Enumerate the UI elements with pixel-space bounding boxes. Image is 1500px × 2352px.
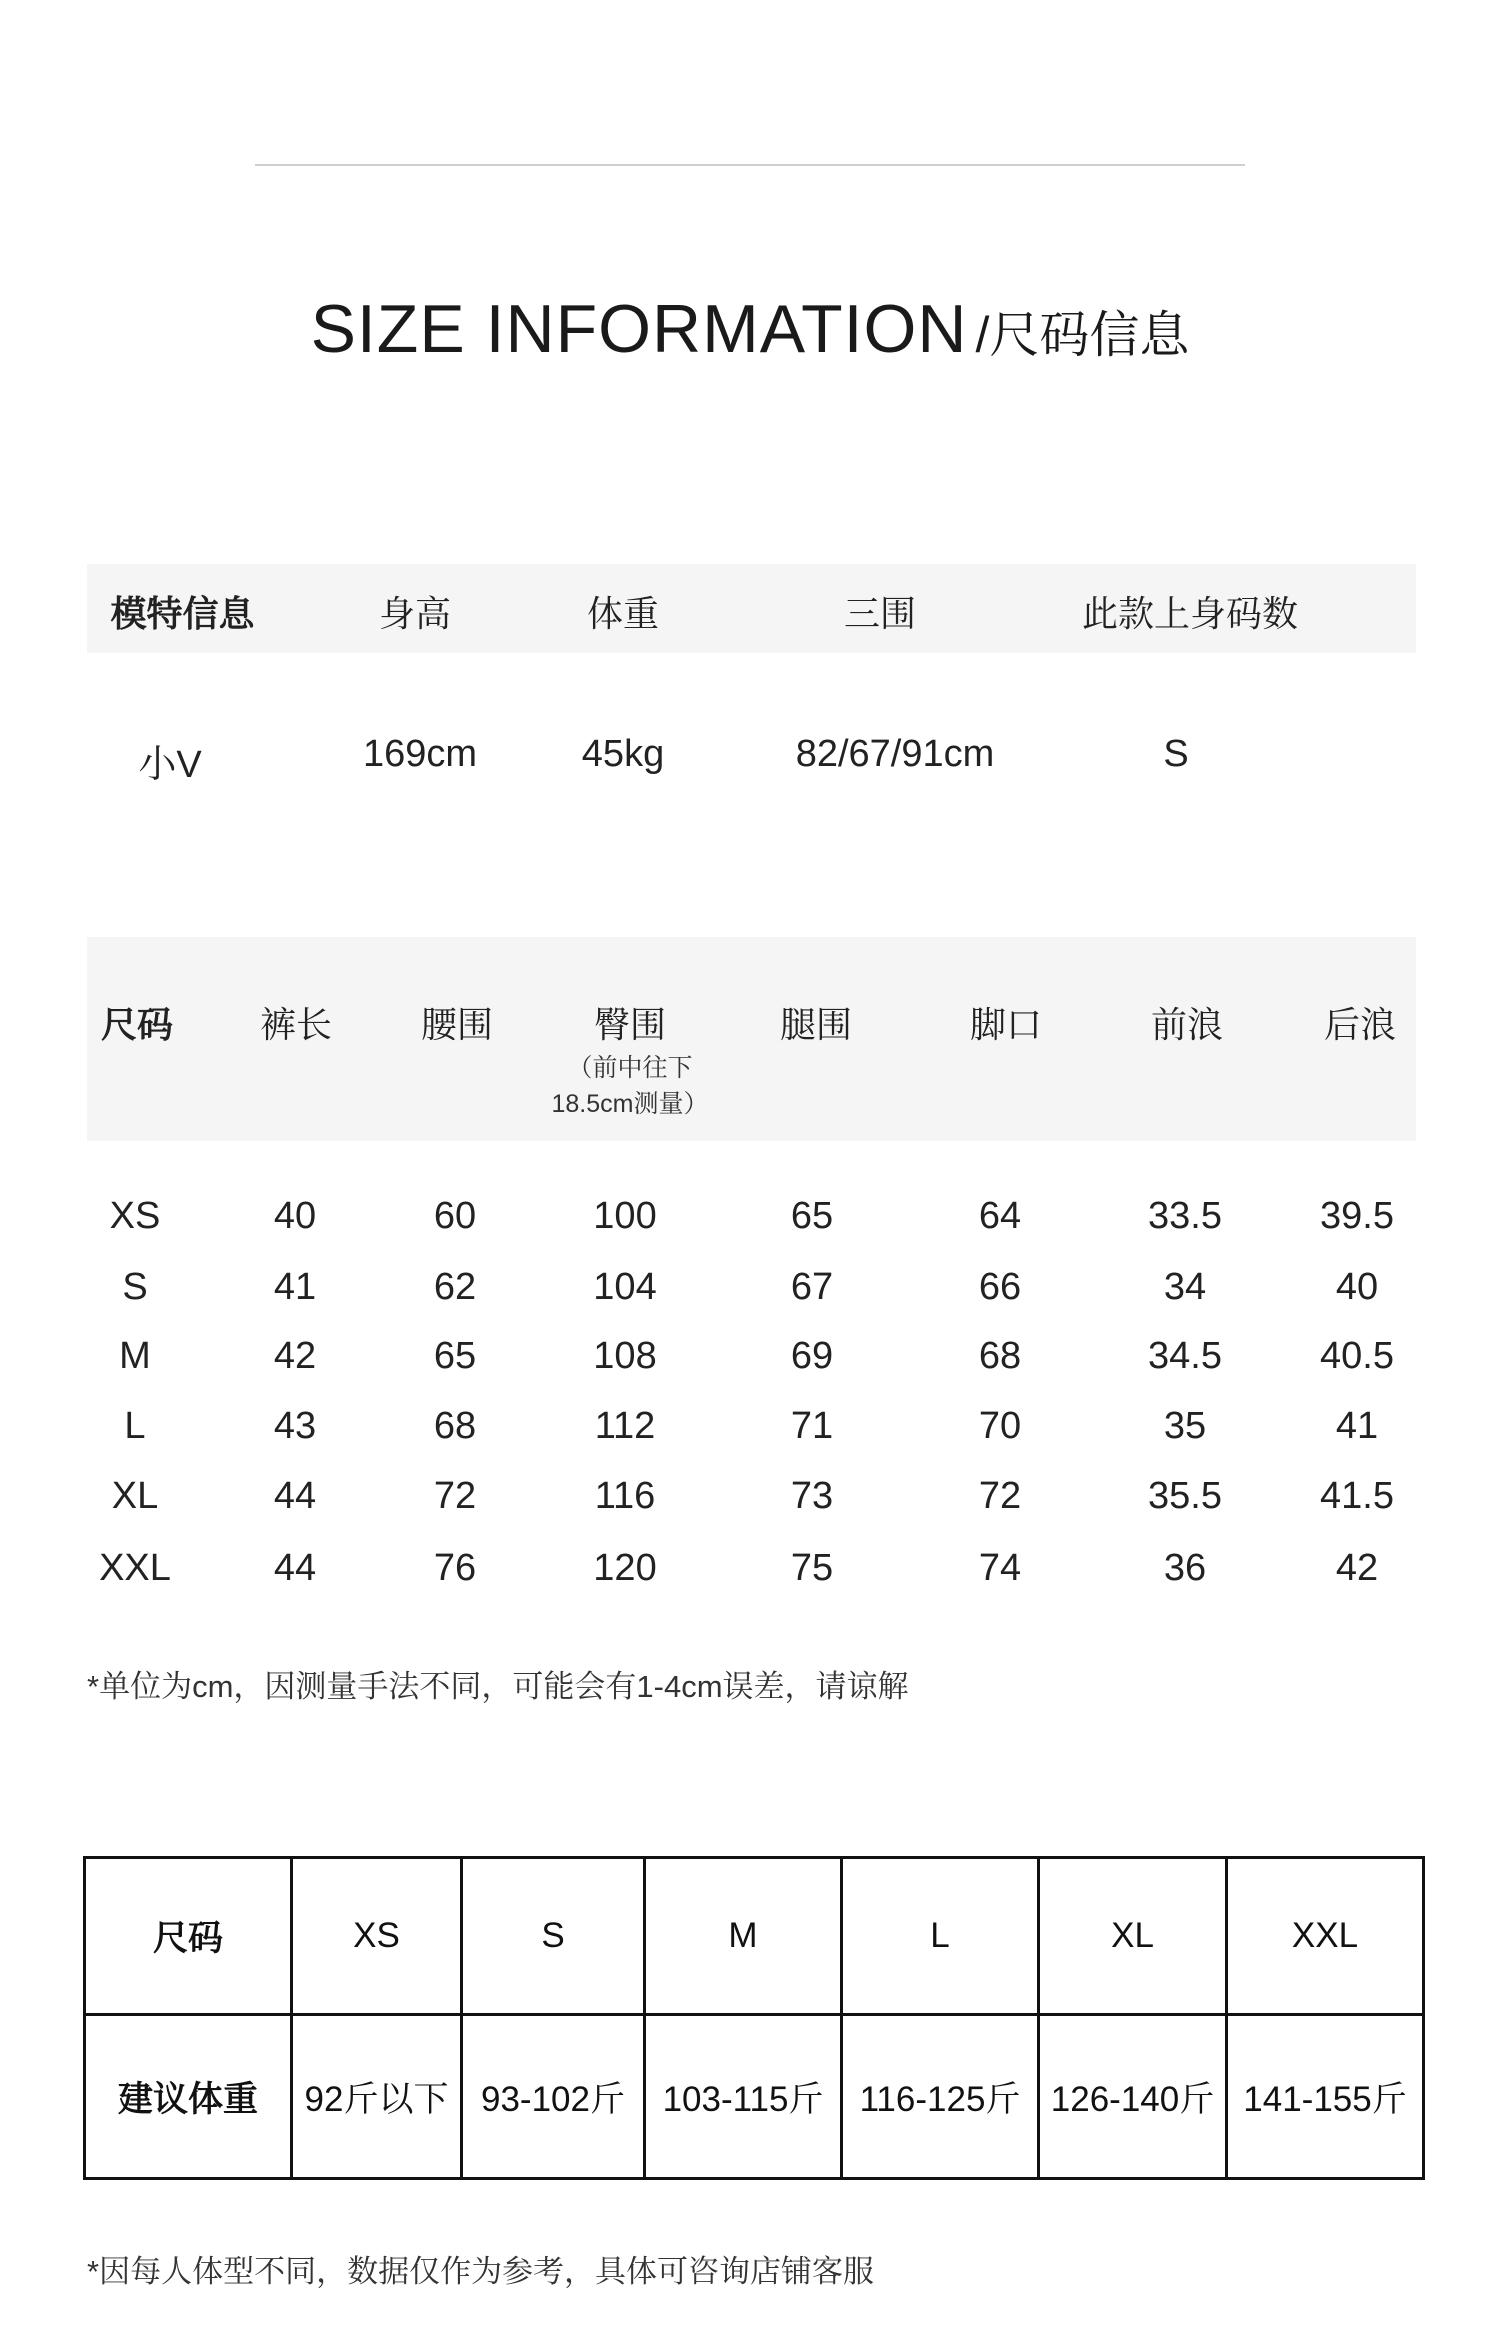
title-chinese: /尺码信息 [975,307,1190,363]
weight-table-header-row [85,1858,1424,2015]
size-note: *单位为cm，因测量手法不同，可能会有1-4cm误差，请谅解 [87,1669,909,1704]
size-table-cell: 40 [1335,1266,1379,1308]
size-row-label: XS [109,1195,161,1237]
size-table-cell: 40.5 [1320,1335,1394,1377]
model-weight: 45kg [581,733,665,775]
size-table-cell: 44 [273,1475,317,1517]
size-row-label: XXL [99,1547,171,1589]
size-table-cell: 72 [433,1475,477,1517]
model-size-worn: S [1163,733,1189,775]
size-table-cell: 39.5 [1320,1195,1394,1237]
size-table-cell: 41.5 [1320,1475,1394,1517]
weight-table-value-row [85,2015,1424,2179]
size-table-cell: 67 [790,1266,834,1308]
size-table-cell: 65 [790,1195,834,1237]
size-table-cell: 34 [1163,1266,1207,1308]
weight-note: *因每人体型不同，数据仅作为参考，具体可咨询店铺客服 [87,2254,875,2289]
size-row-label: XL [111,1475,159,1517]
size-header-thigh: 腿围 [779,1004,852,1045]
title-english: SIZE INFORMATION [310,291,968,367]
size-table-cell: 33.5 [1148,1195,1222,1237]
size-table-cell: 112 [594,1405,656,1447]
size-table-cell: 108 [593,1335,657,1377]
size-header-waist: 腰围 [420,1004,493,1045]
hip-note-line1: （前中往下 [567,1054,693,1082]
weight-header-m: M [645,1858,842,2015]
model-header-height: 身高 [378,593,451,634]
model-header-label: 模特信息 [110,593,255,634]
size-table-cell: 35.5 [1148,1475,1222,1517]
model-header-measurements: 三围 [843,593,916,634]
model-height: 169cm [362,733,478,775]
size-table-cell: 40 [273,1195,317,1237]
weight-value-l: 116-125斤 [842,2015,1039,2179]
size-row-label: S [122,1266,148,1308]
size-table-cell: 36 [1163,1547,1207,1589]
weight-value-m: 103-115斤 [645,2015,842,2179]
size-table-cell: 74 [978,1547,1022,1589]
weight-header-size: 尺码 [85,1858,292,2015]
weight-value-xl: 126-140斤 [1039,2015,1227,2179]
size-table-cell: 41 [1335,1405,1379,1447]
size-table-cell: 42 [1335,1547,1379,1589]
size-table-cell: 75 [790,1547,834,1589]
weight-value-xs: 92斤以下 [292,2015,462,2179]
size-table-cell: 68 [978,1335,1022,1377]
size-table-cell: 62 [433,1266,477,1308]
size-table-cell: 69 [790,1335,834,1377]
size-table-cell: 44 [273,1547,317,1589]
size-table-cell: 72 [978,1475,1022,1517]
weight-value-xxl: 141-155斤 [1227,2015,1424,2179]
size-table-cell: 104 [593,1266,657,1308]
size-table-cell: 76 [433,1547,477,1589]
size-table-cell: 73 [790,1475,834,1517]
model-name: 小V [138,744,202,786]
size-table-cell: 66 [978,1266,1022,1308]
size-header-size: 尺码 [100,1004,173,1045]
size-row-label: L [124,1405,146,1447]
size-header-length: 裤长 [259,1004,332,1045]
size-table-cell: 71 [790,1405,834,1447]
weight-header-s: S [462,1858,645,2015]
size-table-cell: 41 [273,1266,317,1308]
size-table-cell: 65 [433,1335,477,1377]
size-table-cell: 35 [1163,1405,1207,1447]
model-header-weight: 体重 [586,593,659,634]
size-table-cell: 34.5 [1148,1335,1222,1377]
model-header-size-worn: 此款上身码数 [1081,593,1298,634]
size-header-hem: 脚口 [969,1004,1042,1045]
page-title [0,290,1500,368]
size-table-cell: 60 [433,1195,477,1237]
size-header-front-rise: 前浪 [1150,1004,1223,1045]
size-header-hip: 臀围 [593,1004,666,1045]
weight-row-label: 建议体重 [85,2015,292,2179]
weight-header-xxl: XXL [1227,1858,1424,2015]
size-table-cell: 70 [978,1405,1022,1447]
top-divider [255,164,1245,166]
size-table-cell: 43 [273,1405,317,1447]
size-row-label: M [119,1335,151,1377]
size-table-cell: 68 [433,1405,477,1447]
size-table-cell: 42 [273,1335,317,1377]
model-measurements: 82/67/91cm [795,733,995,775]
weight-table [83,1856,1425,2180]
weight-value-s: 93-102斤 [462,2015,645,2179]
hip-note-line2: 18.5cm测量） [551,1090,709,1118]
weight-header-xs: XS [292,1858,462,2015]
weight-header-xl: XL [1039,1858,1227,2015]
size-table-cell: 120 [593,1547,657,1589]
size-header-back-rise: 后浪 [1323,1004,1396,1045]
size-table-cell: 116 [594,1475,656,1517]
size-table-cell: 100 [593,1195,657,1237]
weight-header-l: L [842,1858,1039,2015]
size-table-cell: 64 [978,1195,1022,1237]
